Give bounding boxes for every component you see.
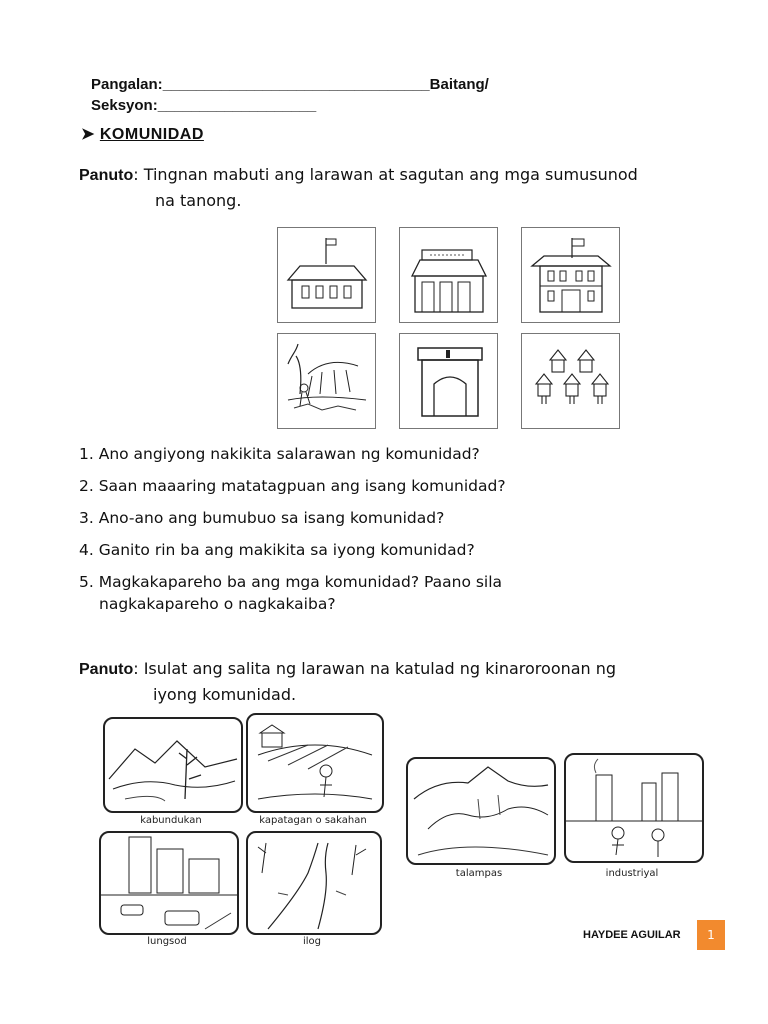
question-5-cont: nagkakapareho o nagkakaiba? <box>99 595 336 613</box>
mountains-image <box>103 717 243 813</box>
section-label: Seksyon: <box>91 97 158 114</box>
page-number: 1 <box>697 920 725 950</box>
gate-building-icon <box>399 333 498 429</box>
industrial-image <box>564 753 704 863</box>
instruction-1-line2: na tanong. <box>155 191 242 210</box>
caption-kapatagan: kapatagan o sakahan <box>259 815 367 826</box>
instruction-2 <box>79 656 739 707</box>
caption-talampas: talampas <box>455 868 503 879</box>
section-blank[interactable]: ___________________ <box>157 97 317 114</box>
question-2: 2. Saan maaaring matatagpuan ang isang komunidad? <box>79 477 506 495</box>
school-house-icon <box>277 227 376 323</box>
river-image <box>246 831 382 935</box>
question-4: 4. Ganito rin ba ang makikita sa iyong komunidad? <box>79 541 475 559</box>
instruction-2-line1: : Isulat ang salita ng larawan na katulad ng kinaroroonan ng <box>133 659 617 678</box>
name-label: Pangalan: <box>91 76 163 93</box>
caption-industriyal: industriyal <box>605 868 659 879</box>
question-1: 1. Ano angiyong nakikita salarawan ng komunidad? <box>79 445 480 463</box>
municipal-hall-icon <box>521 227 620 323</box>
farm-field-icon <box>277 333 376 429</box>
section-title <box>81 124 204 144</box>
instruction-2-line2: iyong komunidad. <box>153 685 297 704</box>
caption-lungsod: lungsod <box>147 936 187 947</box>
store-building-icon <box>399 227 498 323</box>
houses-cluster-icon <box>521 333 620 429</box>
question-5: 5. Magkakapareho ba ang mga komunidad? Paano sila <box>79 573 503 591</box>
arrow-bullet-icon: ➤ <box>81 126 95 143</box>
caption-kabundukan: kabundukan <box>140 815 202 826</box>
name-line <box>91 76 489 93</box>
grade-label: Baitang/ <box>429 76 489 93</box>
question-list <box>79 443 739 615</box>
instruction-1-label: Panuto <box>79 167 134 184</box>
instruction-1 <box>79 162 739 213</box>
author-name: HAYDEE AGUILAR <box>583 929 681 941</box>
section-line <box>91 97 316 114</box>
instruction-2-label: Panuto <box>79 661 134 678</box>
city-image <box>99 831 239 935</box>
question-3: 3. Ano-ano ang bumubuo sa isang komunidad? <box>79 509 445 527</box>
instruction-1-line1: : Tingnan mabuti ang larawan at sagutan ang mga sumusunod <box>133 165 638 184</box>
plateau-image <box>406 757 556 865</box>
name-blank[interactable]: ________________________________ <box>162 76 430 93</box>
farmland-image <box>246 713 384 813</box>
caption-ilog: ilog <box>302 936 322 947</box>
section-title-text: KOMUNIDAD <box>99 126 204 143</box>
